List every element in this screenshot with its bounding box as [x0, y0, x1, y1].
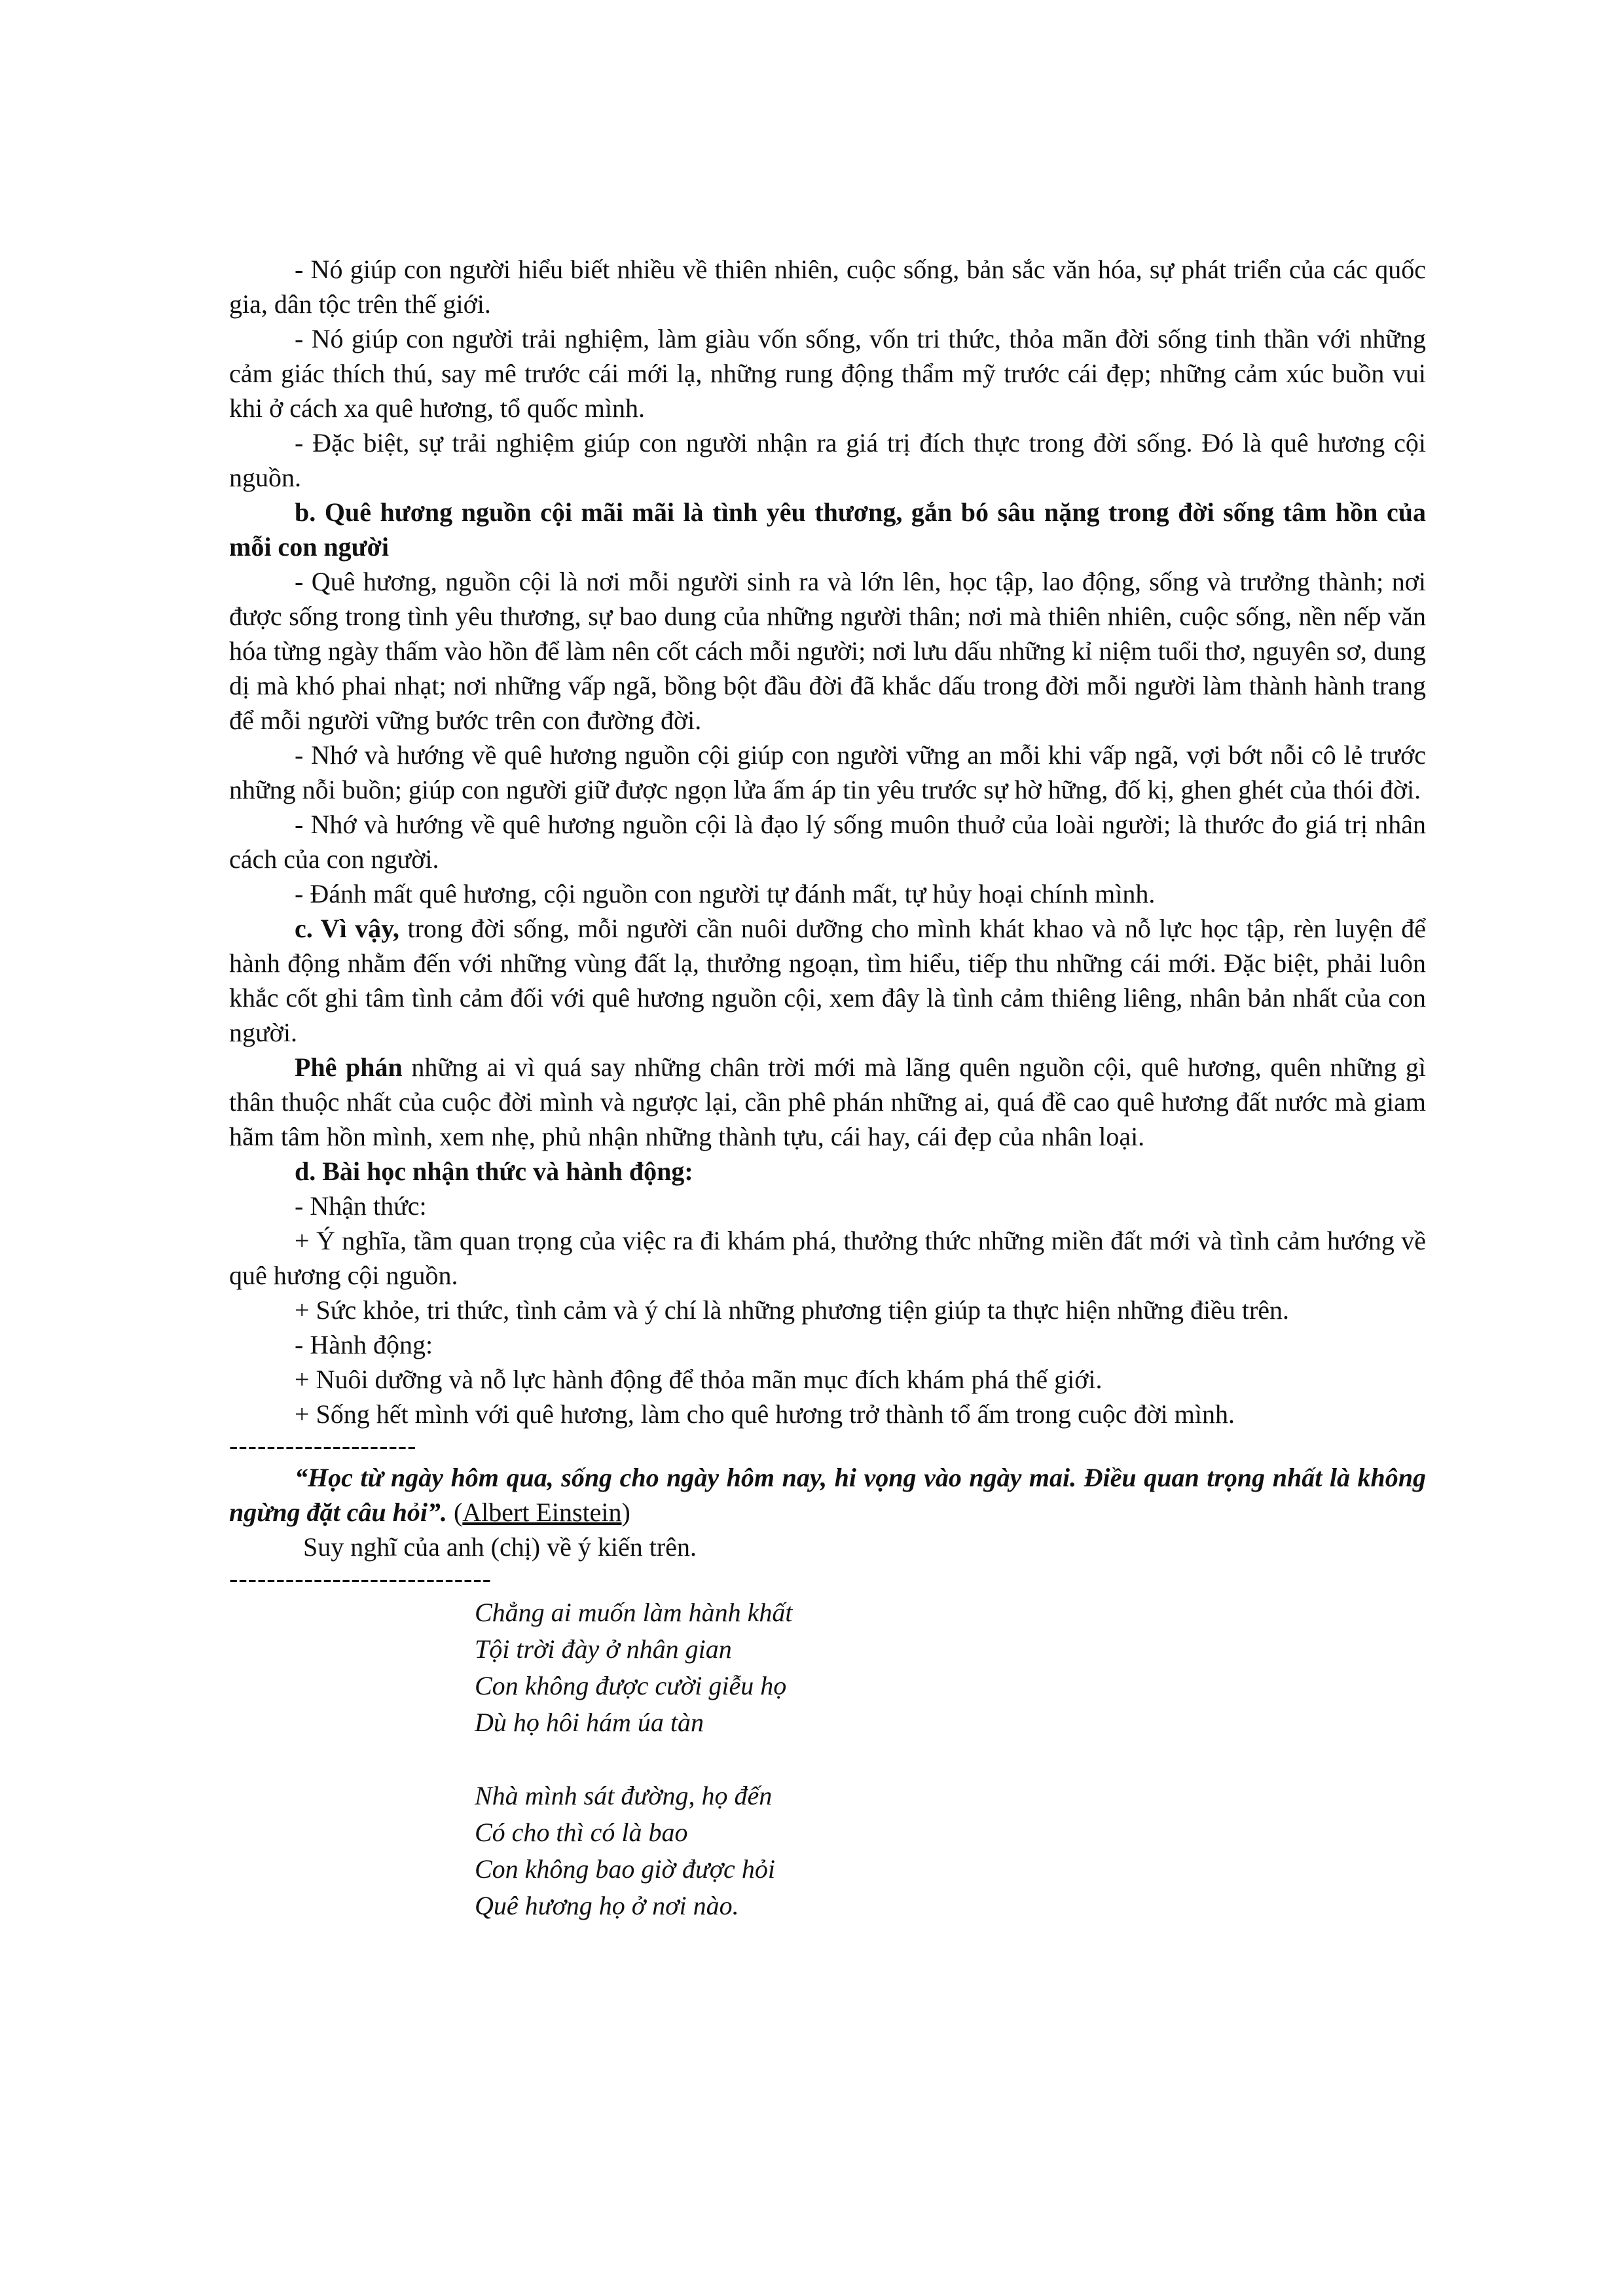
- quote-task: Suy nghĩ của anh (chị) về ý kiến trên.: [303, 1532, 697, 1562]
- section-d-item: + Ý nghĩa, tầm quan trọng của việc ra đi khám phá, thưởng thức những miền đất mới và tình cảm hướng về quê hương cội nguồn.: [229, 1226, 1426, 1290]
- section-c-lead: c. Vì vậy,: [295, 914, 399, 943]
- section-b-bullet: - Quê hương, nguồn cội là nơi mỗi người sinh ra và lớn lên, học tập, lao động, sống và trưởng thành; nơi được sống trong tình yêu thương, sự bao dung của những người thân; nơi mà thiên nhiên, cuộc sống, nền nếp văn hóa từng ngày thấm vào hồn để làm nên cốt cách mỗi người; nơi lưu dấu những kỉ niệm tuổi thơ, nguyên sơ, dung dị mà khó phai nhạt; nơi những vấp ngã, bồng bột đầu đời đã khắc dấu trong đời mỗi người làm thành hành trang để mỗi người vững bước trên con đường đời.: [229, 567, 1426, 735]
- poem-line: Chẳng ai muốn làm hành khất: [475, 1598, 793, 1627]
- quote-author-open: (: [447, 1498, 463, 1527]
- stanza-gap: [475, 1741, 1426, 1778]
- quote-text: “Học từ ngày hôm qua, sống cho ngày hôm nay, hi vọng vào ngày mai. Điều quan trọng nhất là không ngừng đặt câu hỏi”.: [229, 1463, 1426, 1527]
- section-b-heading: b. Quê hương nguồn cội mãi mãi là tình yêu thương, gắn bó sâu nặng trong đời sống tâm hồn của mỗi con người: [229, 497, 1426, 562]
- intro-bullet: - Nó giúp con người hiểu biết nhiều về thiên nhiên, cuộc sống, bản sắc văn hóa, sự phát triển của các quốc gia, dân tộc trên thế giới.: [229, 255, 1426, 319]
- section-c-text: trong đời sống, mỗi người cần nuôi dưỡng cho mình khát khao và nỗ lực học tập, rèn luyện để hành động nhằm đến với những vùng đất lạ, thưởng ngoạn, tìm hiểu, tiếp thu những cái mới. Đặc biệt, phải luôn khắc cốt ghi tâm tình cảm đối với quê hương nguồn cội, xem đây là tình cảm thiêng liêng, nhân bản nhất của con người.: [229, 914, 1426, 1047]
- section-d-item: + Sống hết mình với quê hương, làm cho quê hương trở thành tổ ấm trong cuộc đời mình.: [295, 1399, 1235, 1429]
- section-d-item: - Nhận thức:: [295, 1191, 427, 1221]
- poem-line: Con không bao giờ được hỏi: [475, 1854, 775, 1884]
- separator: --------------------: [229, 1431, 417, 1460]
- critique-lead: Phê phán: [295, 1052, 403, 1082]
- section-b-bullet: - Nhớ và hướng về quê hương nguồn cội là đạo lý sống muôn thuở của loài người; là thước đo giá trị nhân cách của con người.: [229, 810, 1426, 874]
- section-c-paragraph: [229, 911, 1426, 1050]
- quote-author-link[interactable]: Albert Einstein: [462, 1498, 622, 1527]
- separator: ----------------------------: [229, 1564, 492, 1593]
- section-d-item: - Hành động:: [295, 1330, 433, 1359]
- section-b-bullet: - Đánh mất quê hương, cội nguồn con người tự đánh mất, tự hủy hoại chính mình.: [295, 879, 1156, 908]
- poem-line: Quê hương họ ở nơi nào.: [475, 1891, 739, 1920]
- intro-bullet: - Đặc biệt, sự trải nghiệm giúp con người nhận ra giá trị đích thực trong đời sống. Đó là quê hương cội nguồn.: [229, 428, 1426, 492]
- poem: [475, 1594, 1426, 1924]
- poem-line: Có cho thì có là bao: [475, 1818, 688, 1847]
- section-d-item: + Sức khỏe, tri thức, tình cảm và ý chí là những phương tiện giúp ta thực hiện những điều trên.: [295, 1295, 1290, 1325]
- critique-text: những ai vì quá say những chân trời mới mà lãng quên nguồn cội, quê hương, quên những gì thân thuộc nhất của cuộc đời mình và ngược lại, cần phê phán những ai, quá đề cao quê hương đất nước mà giam hãm tâm hồn mình, xem nhẹ, phủ nhận những thành tựu, cái hay, cái đẹp của nhân loại.: [229, 1052, 1426, 1151]
- section-d-heading: d. Bài học nhận thức và hành động:: [295, 1157, 693, 1186]
- poem-line: Dù họ hôi hám úa tàn: [475, 1708, 704, 1737]
- document-body: [229, 252, 1426, 1924]
- poem-line: Nhà mình sát đường, họ đến: [475, 1781, 773, 1810]
- poem-line: Con không được cười giễu họ: [475, 1671, 787, 1700]
- intro-bullet: - Nó giúp con người trải nghiệm, làm giàu vốn sống, vốn tri thức, thỏa mãn đời sống tinh thần với những cảm giác thích thú, say mê trước cái mới lạ, những rung động thẩm mỹ trước cái đẹp; những cảm xúc buồn vui khi ở cách xa quê hương, tổ quốc mình.: [229, 324, 1426, 423]
- quote-paragraph: [229, 1460, 1426, 1530]
- quote-author-close: ): [621, 1498, 630, 1527]
- section-d-item: + Nuôi dưỡng và nỗ lực hành động để thỏa mãn mục đích khám phá thế giới.: [295, 1365, 1103, 1394]
- section-b-bullet: - Nhớ và hướng về quê hương nguồn cội giúp con người vững an mỗi khi vấp ngã, vợi bớt nỗi cô lẻ trước những nỗi buồn; giúp con người giữ được ngọn lửa ấm áp tin yêu trước sự hờ hững, đố kị, ghen ghét của thói đời.: [229, 740, 1426, 804]
- poem-line: Tội trời đày ở nhân gian: [475, 1634, 732, 1664]
- critique-paragraph: [229, 1050, 1426, 1154]
